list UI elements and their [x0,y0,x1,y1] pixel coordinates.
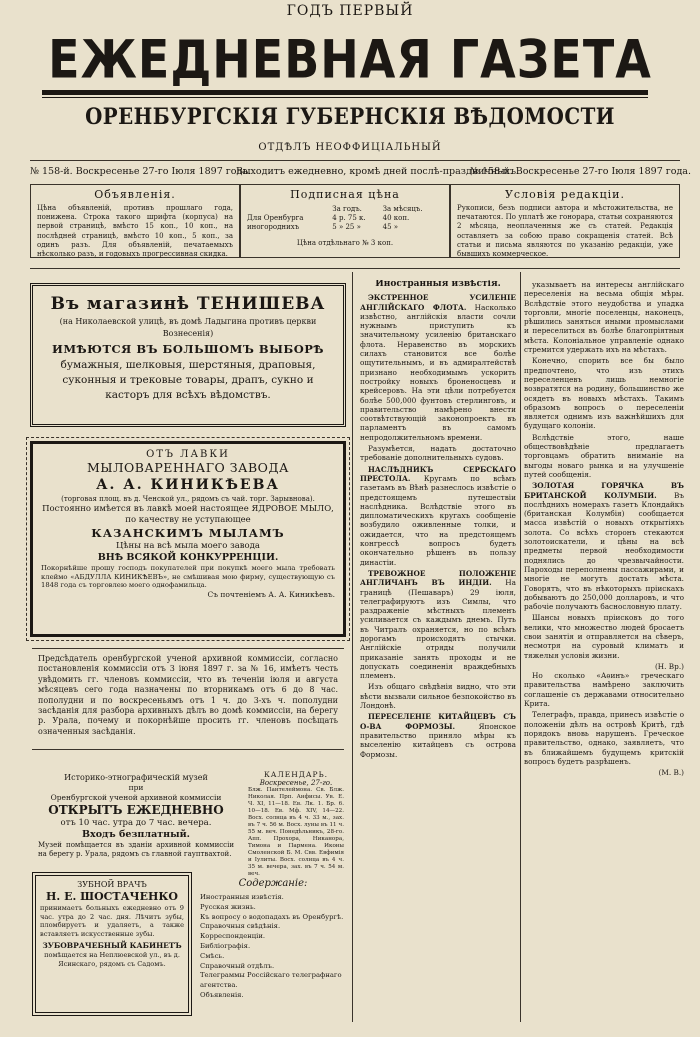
article-text: Японское правительство приняло мѣры къ выселенію китайцевъ съ острова Формозы. [360,721,516,759]
calendar [246,768,346,877]
conditions-title: Условія редакціи. [504,188,626,201]
museum-hours: отъ 10 час. утра до 7 час. вечера. [60,818,212,828]
dentist-ad [32,872,192,1016]
calendar-title: КАЛЕНДАРЬ. [263,770,329,779]
table-of-contents [200,878,346,1018]
article-text: Но сколько «Аѳинъ» греческаго правительства намѣрено заключить соглашеніе съ державами относительно Крита. [524,671,684,709]
article-text: На границѣ (Пешаваръ) 29 іюля, телеграфируютъ изъ Симлы, что раздраженіе мѣстныхъ племенъ усиливается съ каждымъ днемъ. Путь въ Читралъ охраняется, но по всѣмъ дорогамъ происходятъ стычки. Англійскіе отряды получили приказаніе занять проходы и не допускать соединенія враждебныхъ племенъ. [360,578,516,681]
toc-item: Корреспонденціи. [200,932,266,941]
issue-info-center: Выходитъ ежедневно, кромѣ дней послѣ-праздничныхъ. [236,166,520,177]
museum-at: при [128,783,144,792]
year-line: ГОДЪ ПЕРВЫЙ [286,3,414,19]
article-source: (М. В.) [658,768,684,778]
title-rule-thick [42,90,648,95]
soap-offer: Постоянно имѣется въ лавкѣ моей настоящее ЯДРОВОЕ МЫЛО, по качеству не уступающее [42,504,334,525]
tenishev-assortment-heading: ИМѢЮТСЯ ВЪ БОЛЬШОМЪ ВЫБОРѢ [51,342,325,356]
soap-address: (торговая площ. въ д. Ченской ул., рядомъ съ чай. торг. Зарывнова). [61,495,315,503]
foreign-news-title: Иностранныя извѣстія. [375,280,501,289]
calendar-text: Блж. Пантелеймона. Св. Блж. Николая. Прп. Анфисы. Ув. Е. Ч. XI, 11—18. Ев. Лк. 1. Бр. 6. 10—18. Ев. Мф. XIV, 14—22. Восх. солнца въ 4 ч. 33 м., зах. въ 7 ч. 56 м. Восх. луны въ 11 ч. 55 м. веч. Понедѣльникъ, 28-го. Апп. Прохора, Никанора, Тимона и Пармена. Иконы Смоленской Б. М. Свв. Евфимія и Іулиты. Восх. солнца въ 4 ч. 35 м. вечера, зах. въ 7 ч. 54 м. веч. [248,787,344,877]
dentist-address: помѣщается на Неплюевской ул., въ д. Ясинскаго, рядомъ съ Садомъ. [44,951,180,968]
dentist-hours: принимаетъ больныхъ ежедневно отъ 9 час. утра до 2 час. дня. Лѣчитъ зубы, пломбируетъ и удаляетъ, а также вставляетъ искусственные зубы. [40,904,184,938]
subscription-table [247,205,443,233]
column-rule [520,272,521,1022]
column-rule [352,272,353,1022]
soap-factory-name: МЫЛОВАРЕННАГО ЗАВОДА [86,460,290,475]
dentist-name: Н. Е. ШОСТАЧЕНКО [46,890,178,903]
toc-item: Объявленія. [200,990,244,999]
article-text: Въ послѣднихъ номерахъ газетъ Клондайкъ (британская Колумбія) сообщается масса извѣстій о новыхъ открытіяхъ золота. Со всѣхъ сторонъ стекаются золотоискатели, и цѣны на всѣ предметы первой необходимости поднялись до чрезвычайности. Пароходы переполнены пассажирами, и многіе не могутъ достать мѣста. Говорятъ, что въ нѣкоторыхъ пріискахъ добываютъ до 250,000 долларовъ, и что рабочіе получаютъ баснословную плату. [524,490,684,612]
tenishev-store-ad [30,283,346,427]
newspaper-title: ЕЖЕДНЕВНАЯ ГАЗЕТА [48,27,652,91]
dentist-label: ЗУБНОЙ ВРАЧЪ [77,880,147,889]
article-headline: НАСЛѢДНИКЪ СЕРБСКАГО ПРЕСТОЛА. [360,464,516,483]
toc-title: Содержаніе: [238,878,308,889]
subscription-row1-month: 40 коп. [382,214,410,223]
subscription-row2-month: 45 » [382,223,399,232]
ads-price-text: Цѣна объявленій, противъ прошлаго года, понижена. Строка такого шрифта (корпуса) на первой страницѣ, вмѣсто 15 коп., 10 коп., на послѣдней страницѣ, вмѣсто 10 коп., 5 коп., за одинъ разъ. Для объявленій, печатаемыхъ нѣсколько разъ, и годовыхъ прогрессивная скидка. [37,204,233,259]
tenishev-address: (на Николаевской улицѣ, въ домѣ Ладыгина противъ церкви Вознесенія) [59,317,317,338]
newspaper-subtitle: ОРЕНБУРГСКІЯ ГУБЕРНСКІЯ ВѢДОМОСТИ [85,104,615,130]
toc-item: Русская жизнь. [200,902,256,911]
single-issue-price: Цѣна отдѣльнаго № 3 коп. [296,238,394,247]
soap-factory-ad [30,441,346,637]
museum-location: Музей помѣщается въ зданіи архивной коммиссіи на берегу р. Урала, рядомъ съ главной гауптвахтой. [38,841,234,858]
museum-commission: Оренбургской ученой архивной коммиссіи [50,793,222,802]
toc-item: Телеграммы Россійскаго телеграфнаго агентства. [200,971,342,990]
soap-prices: Цѣны на всѣ мыла моего завода [116,541,260,551]
subscription-row2-year: 5 » 25 » [332,223,361,232]
toc-item: Къ вопросу о водопадахъ въ Оренбургѣ. [200,912,344,921]
subscription-row2-label: иногороднихъ [247,223,300,232]
soap-no-competition: ВНѢ ВСЯКОЙ КОНКУРРЕНЦІИ. [97,552,279,563]
subscription-box [240,184,450,258]
article-text: Шансы новыхъ пріисковъ до того велики, что множество людей бросаетъ свои занятія и отправляется на сѣверъ, несмотря на суровый климатъ и тяжелыя условія жизни. [524,613,684,660]
article-text: указываетъ на интересы англійскаго переселенія на весьма общія мѣры. Вслѣдствіе этого неудобства и упадка торговли, многіе поселенцы, наконецъ, рѣшились заняться иными промыслами и переселиться въ болѣе благопріятныя мѣста. Колоніальное управленіе однако стремится удержать ихъ на мѣстахъ. [524,280,684,355]
soap-signature: Съ почтеніемъ А. А. Киникѣевъ. [207,589,335,599]
header-divider [30,160,680,161]
subscription-col-year: За годъ. [332,205,362,213]
soap-owner: А. А. КИНИКѢЕВА [96,477,280,493]
article-headline: ЗОЛОТАЯ ГОРЯЧКА ВЪ БРИТАНСКОЙ КОЛУМБІИ. [524,481,684,500]
conditions-text: Рукописи, безъ подписи автора и мѣстожительства, не печатаются. По уплатѣ же гонорара, статьи сохраняются 2 мѣсяца, неоплаченныя же съ статей. Редакція оставляетъ за собою право сокращенія статей. Всѣ статьи и письма являются по указанію редакціи, уже бывшихъ коммерческое. [457,204,673,259]
issue-info-right: № 158-й. Воскресенье 27-го Іюля 1897 года. [470,166,691,177]
museum-ad [32,770,240,862]
toc-item: Смѣсь. [200,951,225,960]
article-text: Конечно, спорить все бы было предпочтено, что изъ этихъ переселенцевъ лишь немногіе возвратятся на родину, большинство же осядетъ въ новыхъ мѣстахъ. Такимъ образомъ вопросъ о переселеніи является однимъ изъ важнѣйшихъ для будущаго колоніи. [524,356,684,431]
calendar-day: Воскресенье, 27-го. [259,779,333,787]
museum-free-entry: Входъ безплатный. [82,829,190,840]
tenishev-goods: бумажныя, шелковыя, шерстяныя, драповыя, суконныя и трековые товары, драпъ, сукно и касторъ для всѣхъ вѣдомствъ. [60,359,316,401]
article-text: Кругамъ по всѣмъ газетамъ въ Вѣнѣ разнеслось извѣстіе о предстоящемъ путешествіи наслѣдника. Вслѣдствіе этого въ дипломатическихъ кругахъ сообщеніе возбудило оживленные толки, и ожидается, что на предстоящемъ конгрессѣ вопросъ будетъ окончательно рѣшенъ въ пользу династіи. [360,473,516,567]
article-headline: ПЕРЕСЕЛЕНІЕ КИТАЙЦЕВЪ СЪ О-ВА ФОРМОЗЫ. [360,712,516,731]
right-news-column [524,280,684,1020]
toc-item: Справочныя свѣдѣнія. [200,922,281,931]
subscription-row1-label: Для Оренбурга [247,214,304,223]
article-text: Разумѣется, надать достаточно требованіе дополнительныхъ судовъ. [360,444,516,463]
subscription-row1-year: 4 р. 75 к. [332,214,366,223]
title-rule-thin [42,97,648,98]
tenishev-headline: Въ магазинѣ ТЕНИШЕВА [50,294,326,314]
soap-from-shop: ОТЪ ЛАВКИ [146,449,230,460]
article-text: Вслѣдствіе этого, наше обществовѣдѣніе предлагаетъ торговцамъ обратить вниманіе на выгоды новаго рынка и на улучшеніе путей сообщенія. [524,432,684,479]
issue-info-left: № 158-й. Воскресенье 27-го Іюля 1897 года. [30,166,251,177]
article-text: Насколько извѣстно, англійскія власти сочли нужнымъ приступить къ значительному усиленію британскаго флота. Неравенство въ морскихъ силахъ становится все болѣе ощутительнымъ, и въ адмиралтействѣ признано необходимымъ ускорить постройку новыхъ броненосцевъ и крейсеровъ. На эти цѣли потребуется болѣе 500,000 фунтовъ стерлинговъ, и правительство намѣрено внести соотвѣтствующій законопроектъ въ парламентъ въ самомъ непродолжительномъ времени. [360,302,516,442]
section-label: ОТДѢЛЪ НЕОФФИЦІАЛЬНЫЙ [258,142,442,153]
subscription-title: Подписная цѣна [290,188,400,201]
subscription-col-month: За мѣсяцъ. [382,205,423,213]
archive-commission-notice: Предсѣдатель оренбургской ученой архивной коммиссіи, согласно постановленія коммиссіи отъ 3 іюня 1897 г. за № 16, имѣетъ честь увѣдомить гг. членовъ коммиссіи, что въ теченіи іюля и августа мѣсяцевъ сего года назначены по вторникамъ отъ 6 до 8 час. пополудни и по воскресеньямъ отъ 1 ч. до 3-хъ ч. пополудни засѣданія для разбора архивныхъ дѣлъ во домѣ коммиссіи, на берегу р. Урала, почему и покорнѣйше просить гг. членовъ посѣщать означенныя засѣданія. [32,648,344,750]
section-divider [30,268,680,269]
article-text: Телеграфъ, правда, принесъ извѣстіе о положеніи дѣлъ на островѣ Критѣ, гдѣ порядокъ вновь нарушенъ. Греческое правительство, однако, заявляетъ, что въ ближайшемъ будущемъ критскій вопросъ будетъ разрѣшенъ. [524,710,684,766]
toc-item: Справочный отдѣлъ. [200,961,275,970]
soap-kazan: КАЗАНСКИМЪ МЫЛАМЪ [91,526,285,540]
toc-item: Библіографія. [200,941,251,950]
museum-name: Историко-этнографическій музей [64,773,208,782]
soap-note: Покорнѣйше прошу господъ покупателей при покупкѣ моего мыла требовать клеймо «АБДУЛЛА КИНИКѢЕВЪ», не смѣшивая мою фирму, существующую съ 1848 года съ торговлею моего однофамильца. [41,564,335,590]
toc-item: Иностранныя извѣстія. [200,893,284,901]
museum-open: ОТКРЫТЪ ЕЖЕДНЕВНО [48,803,224,817]
article-headline: ЭКСТРЕННОЕ УСИЛЕНІЕ АНГЛІЙСКАГО ФЛОТА. [360,293,516,312]
foreign-news-column [360,280,516,1020]
ads-price-box [30,184,240,258]
toc-list [200,893,346,1001]
dentist-cabinet: ЗУБОВРАЧЕБНЫЙ КАБИНЕТЪ [42,941,182,951]
article-source: (Н. Вр.) [654,661,684,671]
conditions-box [450,184,680,258]
ads-price-title: Объявленія. [94,188,176,201]
article-text: Изъ общаго свѣдѣнія видно, что эти вѣсти вызвали сильное безпокойство въ Лондонѣ. [360,682,516,711]
article-headline: ТРЕВОЖНОЕ ПОЛОЖЕНІЕ АНГЛИЧАНЪ ВЪ ИНДІИ. [360,568,516,588]
